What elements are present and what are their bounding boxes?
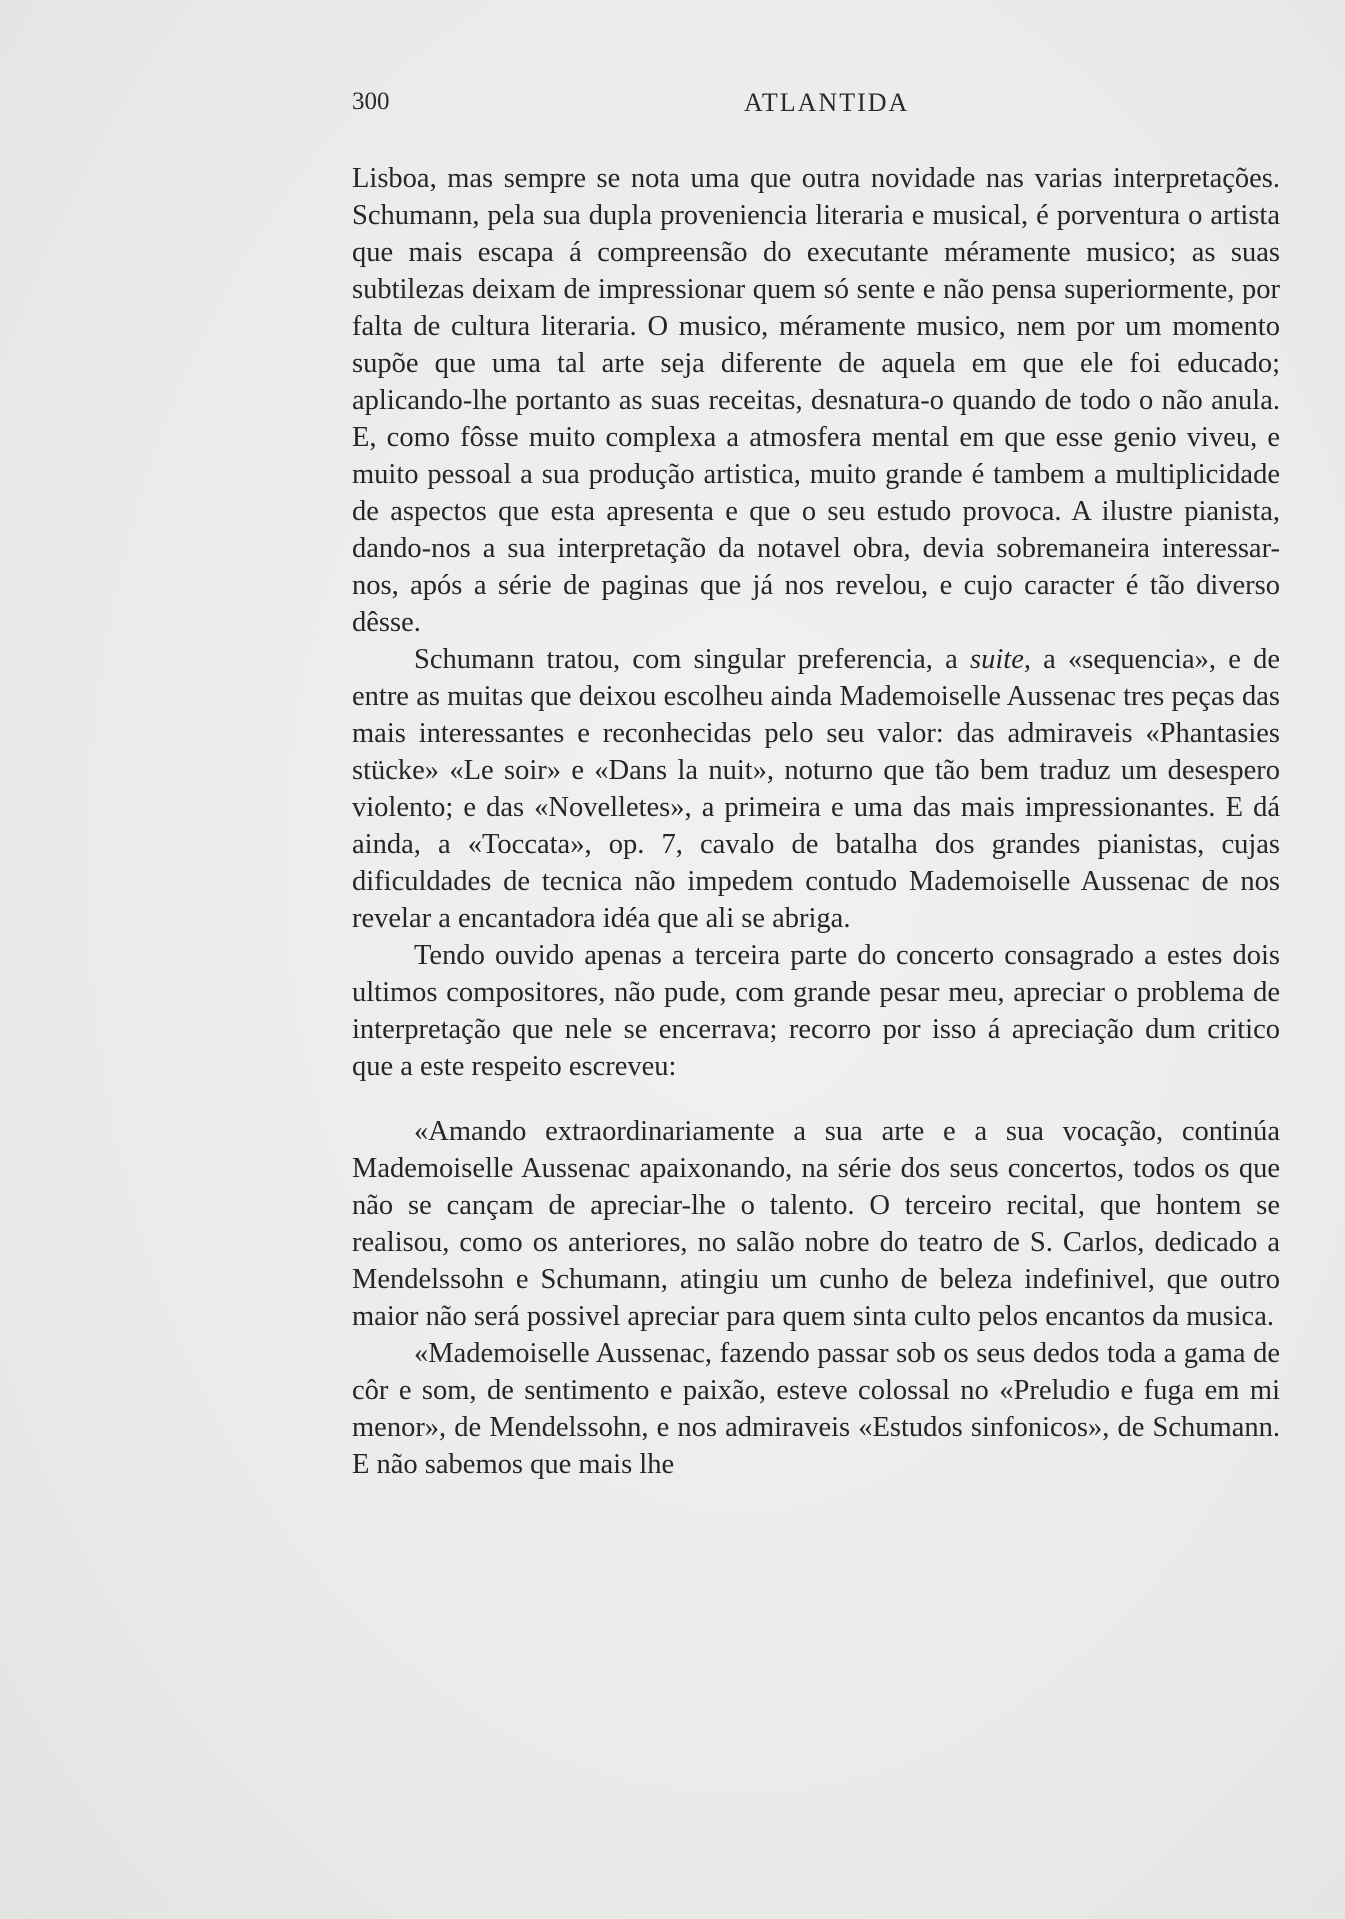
paragraph-3: Tendo ouvido apenas a terceira parte do concerto consagrado a estes dois ultimos compositores, não pude, com grande pesar meu, apreciar o problema de interpretação que nele se encerrava; recorro por isso á apreciação dum critico que a este respeito escreveu: xyxy=(352,940,1280,1082)
page-number: 300 xyxy=(352,88,390,115)
italic-suite: suite, xyxy=(970,644,1031,675)
quote-paragraph-2: «Mademoiselle Aussenac, fazendo passar sob os seus dedos toda a gama de côr e som, de sentimento e paixão, esteve colossal no «Preludio e fuga em mi menor», de Mendelssohn, e nos admiraveis «Estudos sinfonicos», de Schumann. E não sabemos que mais lhe xyxy=(352,1338,1280,1480)
paragraph-2-start: Schumann tratou, com singular preferencia, a xyxy=(414,644,971,675)
paragraph-1: Lisboa, mas sempre se nota uma que outra novidade nas varias interpretações. Schumann, pela sua dupla proveniencia literaria e musical, é porventura o artista que mais escapa á compreensão do executante méramente musico; as suas subtilezas deixam de impressionar quem só sente e não pensa superiormente, por falta de cultura literaria. O musico, méramente musico, nem por um momento supõe que uma tal arte seja diferente de aquela em que ele foi educado; aplicando-lhe portanto as suas receitas, desnatura-o quando de todo o não anula. E, como fôsse muito complexa a atmosfera mental em que esse genio viveu, e muito pessoal a sua produção artistica, muito grande é tambem a multiplicidade de aspectos que esta apresenta e que o seu estudo provoca. A ilustre pianista, dando-nos a sua interpretação da notavel obra, devia sobremaneira interessar-nos, após a série de paginas que já nos revelou, e cujo caracter é tão diverso dêsse. xyxy=(352,163,1280,638)
quote-paragraph-1: «Amando extraordinariamente a sua arte e a sua vocação, continúa Mademoiselle Aussenac apaixonando, na série dos seus concertos, todos os que não se cançam de apreciar-lhe o talento. O terceiro recital, que hontem se realisou, como os anteriores, no salão nobre do teatro de S. Carlos, dedicado a Mendelssohn e Schumann, atingiu um cunho de beleza indefinivel, que outro maior não será possivel apreciar para quem sinta culto pelos encantos da musica. xyxy=(352,1116,1280,1332)
page-header xyxy=(352,88,1272,128)
running-title: ATLANTIDA xyxy=(744,88,910,117)
paragraph-2 xyxy=(352,641,1280,937)
body-text xyxy=(352,160,1280,1483)
paragraph-2-rest: a «sequencia», e de entre as muitas que deixou escolheu ainda Mademoiselle Aussenac tres peças das mais interessantes e reconhecidas pelo seu valor: das admiraveis «Phantasies stücke» «Le soir» e «Dans la nuit», noturno que tão bem traduz um desespero violento; e das «Novelletes», a primeira e uma das mais impressionantes. E dá ainda, a «Toccata», op. 7, cavalo de batalha dos grandes pianistas, cujas dificuldades de tecnica não impedem contudo Mademoiselle Aussenac de nos revelar a encantadora idéa que ali se abriga. xyxy=(352,644,1281,934)
quote-spacer xyxy=(352,1085,1280,1113)
